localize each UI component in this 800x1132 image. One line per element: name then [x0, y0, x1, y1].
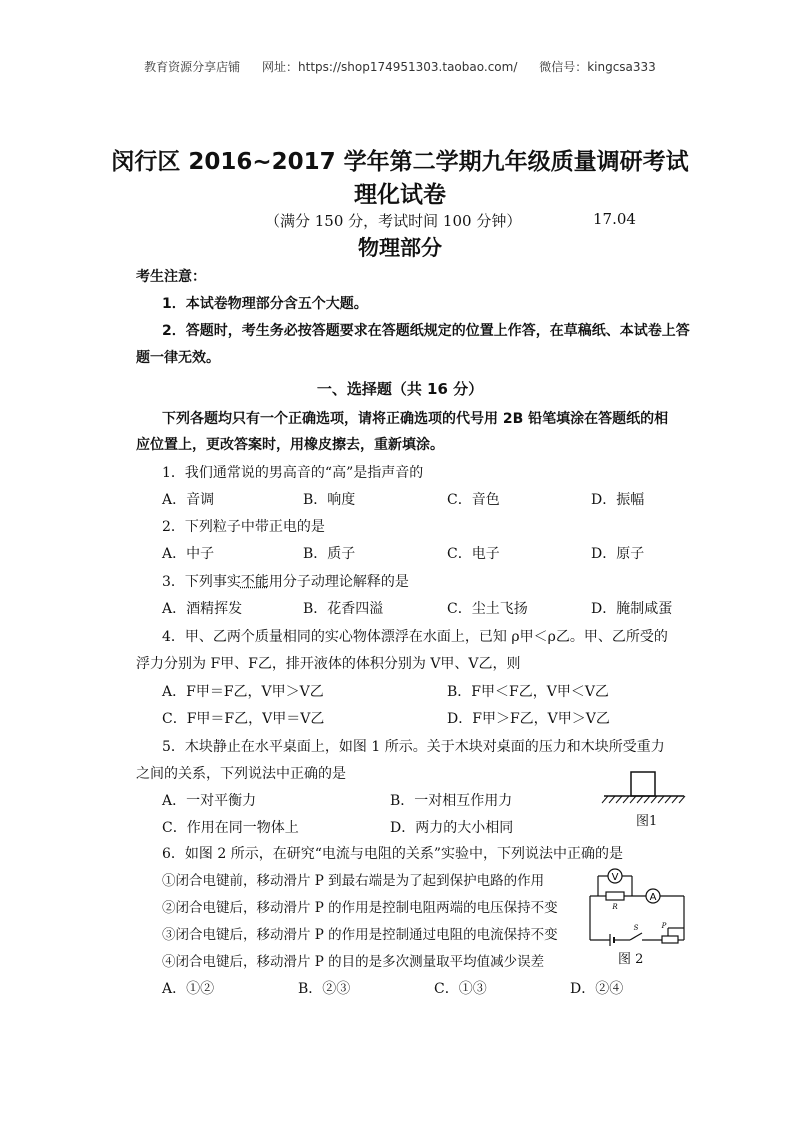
page-header — [0, 58, 800, 75]
exam-subtitle: 理化试卷 — [354, 182, 446, 208]
q3-stem — [162, 571, 409, 591]
q2-option-d: D．原子 — [591, 546, 645, 562]
q2-option-c: C．电子 — [447, 546, 500, 562]
q1-stem: 1．我们通常说的男高音的“高”是指声音的 — [162, 465, 424, 481]
q4-option-b: B．F甲＜F乙，V甲＜V乙 — [447, 684, 609, 700]
q3-option-b: B．花香四溢 — [303, 601, 384, 617]
ammeter-label: A — [649, 892, 657, 903]
table-hatching — [602, 796, 685, 803]
wood-block — [631, 772, 655, 796]
q4-option-a: A．F甲＝F乙，V甲＞V乙 — [162, 684, 324, 700]
notice-heading: 考生注意： — [136, 269, 206, 285]
q3-stem-part-2: 用分子动理论解释的是 — [268, 574, 409, 590]
notice-item-1: 1．本试卷物理部分含五个大题。 — [162, 296, 368, 312]
notice-item-2: 2．答题时，考生务必按答题要求在答题纸规定的位置上作答，在草稿纸、本试卷上答 — [162, 323, 690, 339]
wechat-id: 微信号：kingcsa333 — [539, 60, 656, 74]
q3-stem-part-1: 3．下列事实 — [162, 574, 241, 590]
q3-option-a: A．酒精挥发 — [162, 601, 243, 617]
q1-option-d: D．振幅 — [591, 492, 645, 508]
q6-statement-4: ④闭合电键后，移动滑片 P 的目的是多次测量取平均值减少误差 — [162, 954, 545, 970]
q1-option-b: B．响度 — [303, 492, 356, 508]
q4-option-d: D．F甲＞F乙，V甲＞V乙 — [447, 711, 610, 727]
q5-option-d: D．两力的大小相同 — [390, 820, 514, 836]
q1-option-a: A．音调 — [162, 492, 215, 508]
q4-option-c: C．F甲＝F乙，V甲＝V乙 — [162, 711, 325, 727]
q2-option-a: A．中子 — [162, 546, 215, 562]
voltmeter-label: V — [611, 872, 619, 883]
section-intro: 下列各题均只有一个正确选项，请将正确选项的代号用 2B 铅笔填涂在答题纸的相 — [162, 411, 669, 427]
q6-option-c: C．①③ — [434, 981, 487, 997]
rheostat — [662, 936, 678, 943]
figure-1-caption: 图1 — [636, 814, 658, 829]
q5-option-b: B．一对相互作用力 — [390, 793, 513, 809]
shop-url: 网址：https://shop174951303.taobao.com/ — [262, 60, 518, 74]
q4-stem: 4．甲、乙两个质量相同的实心物体漂浮在水面上，已知 ρ甲＜ρ乙。甲、乙所受的 — [162, 629, 668, 645]
figure-2-caption: 图 2 — [618, 952, 644, 967]
part-title: 物理部分 — [358, 236, 442, 260]
q6-statement-1: ①闭合电键前，移动滑片 P 到最右端是为了起到保护电路的作用 — [162, 873, 545, 889]
q6-option-a: A．①② — [162, 981, 215, 997]
figure-2-circuit — [580, 862, 690, 948]
switch-label: S — [633, 924, 639, 932]
resistor-r — [606, 892, 624, 900]
q5-stem: 5．木块静止在水平桌面上，如图 1 所示。关于木块对桌面的压力和木块所受重力 — [162, 739, 665, 755]
resistor-label: R — [612, 903, 618, 911]
q6-statement-2: ②闭合电键后，移动滑片 P 的作用是控制电阻两端的电压保持不变 — [162, 900, 558, 916]
q5-option-c: C．作用在同一物体上 — [162, 820, 299, 836]
section-intro-cont: 应位置上，更改答案时，用橡皮擦去，重新填涂。 — [136, 437, 444, 453]
q5-option-a: A．一对平衡力 — [162, 793, 257, 809]
q6-stem: 6．如图 2 所示，在研究“电流与电阻的关系”实验中，下列说法中正确的是 — [162, 846, 624, 862]
q6-option-b: B．②③ — [298, 981, 351, 997]
exam-title: 闵行区 2016~2017 学年第二学期九年级质量调研考试 — [111, 149, 689, 175]
notice-item-2-cont: 题一律无效。 — [136, 350, 220, 366]
shop-name: 教育资源分享店铺 — [144, 60, 241, 74]
q6-statement-3: ③闭合电键后，移动滑片 P 的作用是控制通过电阻的电流保持不变 — [162, 927, 558, 943]
q2-option-b: B．质子 — [303, 546, 356, 562]
q3-option-d: D．腌制咸蛋 — [591, 601, 673, 617]
q1-option-c: C．音色 — [447, 492, 500, 508]
section-heading: 一、选择题（共 16 分） — [316, 380, 484, 398]
q2-stem: 2．下列粒子中带正电的是 — [162, 519, 325, 535]
q5-stem-cont: 之间的关系，下列说法中正确的是 — [136, 766, 346, 782]
exam-info: （满分 150 分，考试时间 100 分钟） — [265, 212, 522, 230]
q6-option-d: D．②④ — [570, 981, 624, 997]
slider-label: P — [661, 922, 667, 930]
q4-stem-cont: 浮力分别为 F甲、F乙，排开液体的体积分别为 V甲、V乙，则 — [136, 656, 521, 672]
figure-1-block-on-table — [598, 770, 688, 806]
switch-s — [630, 933, 642, 940]
q3-option-c: C．尘土飞扬 — [447, 601, 528, 617]
exam-date: 17.04 — [593, 210, 636, 228]
q3-stem-emphasis: 不能 — [240, 574, 269, 590]
